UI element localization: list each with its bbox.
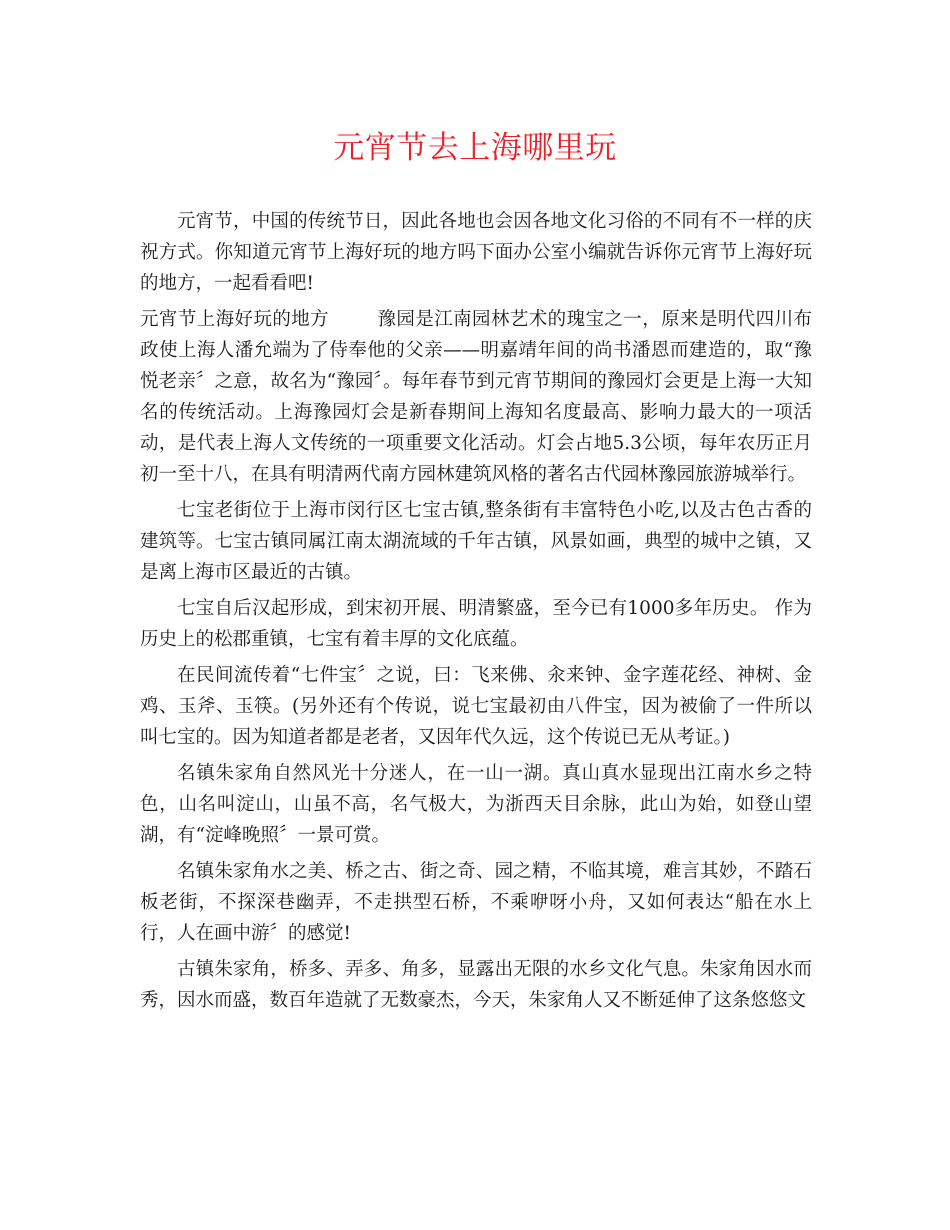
paragraph-qibao-history: 七宝自后汉起形成，到宋初开展、明清繁盛，至今已有1000多年历史。 作为历史上的松郡重镇，七宝有着丰厚的文化底蕴。 — [140, 598, 812, 650]
paragraph-yuyuan-text: 豫园是江南园林艺术的瑰宝之一，原来是明代四川布政使上海人潘允端为了侍奉他的父亲——明嘉靖年间的尚书潘恩而建造的，取“豫悦老亲〞之意，故名为“豫园〞。每年春节到元宵节期间的豫园灯会更是上海一大知名的传统活动。上海豫园灯会是新春期间上海知名度最高、影响力最大的一项活动，是代表上海人文传统的一项重要文化活动。灯会占地5.3公顷，每年农历正月初一至十八，在具有明清两代南方园林建筑风格的著名古代园林豫园旅游城举行。 — [140, 309, 812, 485]
paragraph-qibao-street: 七宝老街位于上海市闵行区七宝古镇,整条街有丰富特色小吃,以及古色古香的建筑等。七宝古镇同属江南太湖流域的千年古镇，风景如画，典型的城中之镇，又是离上海市区最近的古镇。 — [140, 500, 812, 583]
paragraph-seven-treasures: 在民间流传着“七件宝〞之说，曰：飞来佛、汆来钟、金字莲花经、神树、金鸡、玉斧、玉筷。(另外还有个传说，说七宝最初由八件宝，因为被偷了一件所以叫七宝的。因为知道者都是老者，又因年代久远，这个传说已无从考证。) — [140, 665, 812, 748]
paragraph-zhujiajiao-water: 名镇朱家角水之美、桥之古、街之奇、园之精，不临其境，难言其妙，不踏石板老街，不探深巷幽弄，不走拱型石桥，不乘咿呀小舟，又如何表达“船在水上行，人在画中游〞的感觉! — [140, 861, 812, 944]
paragraph-yuyuan — [140, 304, 812, 490]
paragraph-intro: 元宵节，中国的传统节日，因此各地也会因各地文化习俗的不同有不一样的庆祝方式。你知道元宵节上海好玩的地方吗下面办公室小编就告诉你元宵节上海好玩的地方，一起看看吧! — [140, 211, 812, 294]
paragraph-zhujiajiao-scenery: 名镇朱家角自然风光十分迷人，在一山一湖。真山真水显现出江南水乡之特色，山名叫淀山，山虽不高，名气极大，为浙西天目余脉，此山为始，如登山望湖，有“淀峰晚照〞一景可赏。 — [140, 763, 812, 846]
section-heading: 元宵节上海好玩的地方 — [140, 309, 330, 330]
document-body — [140, 206, 812, 1016]
paragraph-zhujiajiao-town: 古镇朱家角，桥多、弄多、角多，显露出无限的水乡文化气息。朱家角因水而秀，因水而盛，数百年造就了无数豪杰，今天，朱家角人又不断延伸了这条悠悠文 — [140, 959, 812, 1011]
page-title: 元宵节去上海哪里玩 — [333, 130, 617, 166]
